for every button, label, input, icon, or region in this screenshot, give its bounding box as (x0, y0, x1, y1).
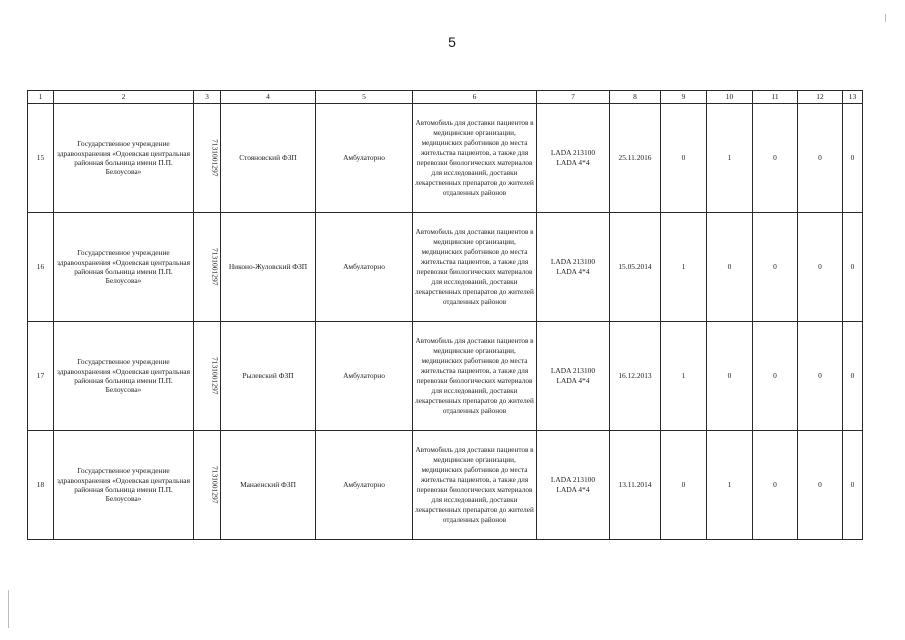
inn-cell (194, 104, 221, 213)
count-cell-9: 1 (661, 322, 707, 431)
count-cell-11: 0 (753, 213, 798, 322)
row-number-cell: 16 (28, 213, 54, 322)
count-cell-12: 0 (798, 104, 843, 213)
table-row (28, 431, 863, 540)
row-number-cell: 15 (28, 104, 54, 213)
vehicle-model-line: LADA 213100 (550, 366, 596, 376)
vehicle-model-line: LADA 4*4 (556, 376, 590, 385)
row-number-cell: 17 (28, 322, 54, 431)
purpose-cell: Автомобиль для доставки пациентов в медицинские организации, медицинских работников до места жительства пациентов, а также для перевозки биологических материалов для исследований, доставки лекарственных препаратов до жителей отдаленных районов (413, 431, 537, 540)
scan-artifact-right (885, 14, 886, 22)
vehicle-model-cell (537, 104, 610, 213)
unit-cell: Рылевский ФЗП (221, 322, 316, 431)
purpose-cell: Автомобиль для доставки пациентов в медицинские организации, медицинских работников до места жительства пациентов, а также для перевозки биологических материалов для исследований, доставки лекарственных препаратов до жителей отдаленных районов (413, 322, 537, 431)
purpose-cell: Автомобиль для доставки пациентов в медицинские организации, медицинских работников до места жительства пациентов, а также для перевозки биологических материалов для исследований, доставки лекарственных препаратов до жителей отдаленных районов (413, 104, 537, 213)
row-number-cell: 18 (28, 431, 54, 540)
header-cell: 10 (707, 91, 753, 104)
inn-text: 7131001297 (210, 357, 220, 395)
count-cell-10: 0 (707, 213, 753, 322)
date-cell: 16.12.2013 (610, 322, 661, 431)
count-cell-11: 0 (753, 322, 798, 431)
header-cell: 9 (661, 91, 707, 104)
purpose-cell: Автомобиль для доставки пациентов в медицинские организации, медицинских работников до места жительства пациентов, а также для перевозки биологических материалов для исследований, доставки лекарственных препаратов до жителей отдаленных районов (413, 213, 537, 322)
header-cell: 6 (413, 91, 537, 104)
service-type-cell: Амбулаторно (316, 104, 413, 213)
table-row (28, 213, 863, 322)
header-cell: 3 (194, 91, 221, 104)
count-cell-12: 0 (798, 322, 843, 431)
table-body (28, 91, 863, 540)
vehicle-model-line: LADA 213100 (550, 148, 596, 158)
count-cell-10: 0 (707, 322, 753, 431)
count-cell-10: 1 (707, 104, 753, 213)
unit-cell: Никоно-Жуловский ФЗП (221, 213, 316, 322)
date-cell: 25.11.2016 (610, 104, 661, 213)
date-cell: 13.11.2014 (610, 431, 661, 540)
header-cell: 13 (843, 91, 863, 104)
count-cell-9: 1 (661, 213, 707, 322)
inn-text: 7131001297 (210, 139, 220, 177)
inn-cell (194, 322, 221, 431)
header-cell: 11 (753, 91, 798, 104)
count-cell-13: 0 (843, 104, 863, 213)
vehicle-model-cell (537, 431, 610, 540)
vehicle-model-line: LADA 213100 (550, 257, 596, 267)
header-cell: 5 (316, 91, 413, 104)
service-type-cell: Амбулаторно (316, 213, 413, 322)
header-row (28, 91, 863, 104)
service-type-cell: Амбулаторно (316, 322, 413, 431)
count-cell-13: 0 (843, 213, 863, 322)
vehicle-model-cell (537, 213, 610, 322)
count-cell-9: 0 (661, 104, 707, 213)
header-cell: 4 (221, 91, 316, 104)
header-cell: 12 (798, 91, 843, 104)
page-number: 5 (448, 34, 456, 50)
inn-text: 7131001297 (210, 248, 220, 286)
inn-text: 7131001297 (210, 466, 220, 504)
inn-cell (194, 213, 221, 322)
header-cell: 8 (610, 91, 661, 104)
inn-cell (194, 431, 221, 540)
organization-cell: Государственное учреждение здравоохранения «Одоевская центральная районная больница имени П.П. Белоусова» (54, 431, 194, 540)
count-cell-11: 0 (753, 104, 798, 213)
count-cell-13: 0 (843, 322, 863, 431)
organization-cell: Государственное учреждение здравоохранения «Одоевская центральная районная больница имени П.П. Белоусова» (54, 213, 194, 322)
vehicle-model-cell (537, 322, 610, 431)
count-cell-13: 0 (843, 431, 863, 540)
vehicle-model-line: LADA 213100 (550, 475, 596, 485)
header-cell: 2 (54, 91, 194, 104)
count-cell-12: 0 (798, 213, 843, 322)
unit-cell: Стояновский ФЗП (221, 104, 316, 213)
scan-artifact-left (8, 590, 9, 628)
organization-cell: Государственное учреждение здравоохранения «Одоевская центральная районная больница имени П.П. Белоусова» (54, 104, 194, 213)
vehicle-model-line: LADA 4*4 (556, 267, 590, 276)
unit-cell: Манаенский ФЗП (221, 431, 316, 540)
table-row (28, 322, 863, 431)
header-cell: 7 (537, 91, 610, 104)
table-row (28, 104, 863, 213)
count-cell-12: 0 (798, 431, 843, 540)
service-type-cell: Амбулаторно (316, 431, 413, 540)
count-cell-10: 1 (707, 431, 753, 540)
header-cell: 1 (28, 91, 54, 104)
vehicle-model-line: LADA 4*4 (556, 485, 590, 494)
data-table (27, 90, 863, 540)
vehicle-model-line: LADA 4*4 (556, 158, 590, 167)
count-cell-11: 0 (753, 431, 798, 540)
date-cell: 15.05.2014 (610, 213, 661, 322)
count-cell-9: 0 (661, 431, 707, 540)
organization-cell: Государственное учреждение здравоохранения «Одоевская центральная районная больница имени П.П. Белоусова» (54, 322, 194, 431)
